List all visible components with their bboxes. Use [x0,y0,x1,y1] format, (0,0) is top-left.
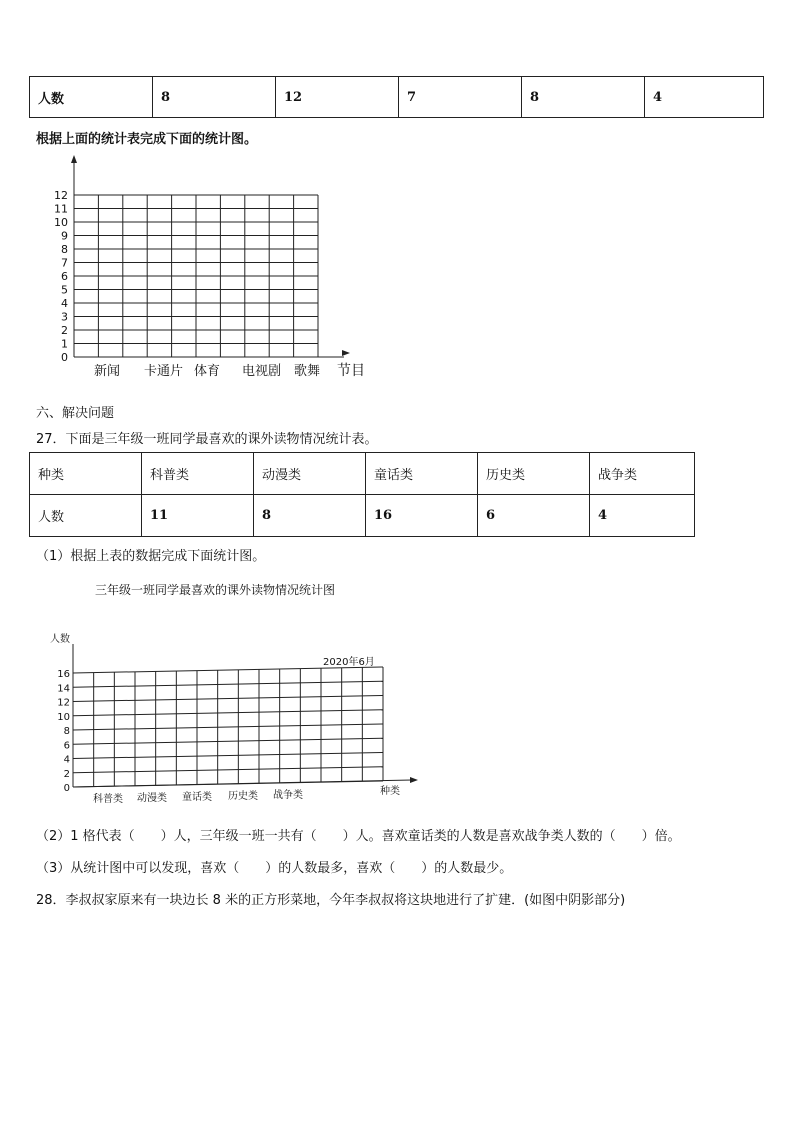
y-tick-label: 0 [63,783,70,794]
x-axis-arrow [342,350,350,356]
y-tick-label: 8 [63,726,70,737]
y-tick-label: 4 [63,754,70,766]
y-tick-label: 2 [63,768,70,780]
y-tick-label: 3 [61,310,68,324]
category-label: 科普类 [93,794,123,805]
q27-sub2: （2）1 格代表（ ）人，三年级一班一共有（ ）人。喜欢童话类的人数是喜欢战争类人数的（ ）倍。 [36,829,681,844]
x-axis [73,780,412,787]
y-tick-label: 12 [54,189,68,202]
chart-date: 2020年6月 [323,657,375,668]
table-cell: 8 [522,77,645,118]
grid-line [73,667,383,673]
category-label: 卡通片 [144,364,184,379]
y-tick-label: 6 [63,740,70,752]
q27-sub1: （1）根据上表的数据完成下面统计图。 [36,549,266,564]
y-tick-label: 10 [54,216,68,229]
x-axis-arrow [410,777,418,783]
table-cell: 16 [366,495,478,537]
category-label: 战争类 [273,790,303,801]
header-cell: 童话类 [366,453,478,495]
header-cell: 科普类 [142,453,254,495]
header-cell: 动漫类 [254,453,366,495]
table-cell: 7 [399,77,522,118]
table-cell: 8 [153,77,276,118]
q27-sub3: （3）从统计图中可以发现，喜欢（ ）的人数最多，喜欢（ ）的人数最少。 [36,861,513,876]
y-axis-arrow [71,155,77,163]
y-tick-label: 16 [57,669,70,680]
table-row [30,77,764,118]
category-label: 歌舞 [294,364,321,379]
header-cell: 历史类 [478,453,590,495]
y-tick-label: 4 [61,297,68,310]
x-axis-label: 种类 [380,786,400,797]
instruction-1: 根据上面的统计表完成下面的统计图。 [36,132,258,147]
grid-line [73,738,383,744]
q28-prompt: 28．李叔叔家原来有一块边长 8 米的正方形菜地，今年李叔叔将这块地进行了扩建．(如图中阴影部分) [36,893,626,908]
top-table [29,76,764,118]
q27-prompt: 27．下面是三年级一班同学最喜欢的课外读物情况统计表。 [36,432,378,447]
category-label: 动漫类 [137,793,167,804]
category-label: 体育 [194,364,221,379]
section-heading: 六、解决问题 [36,406,115,421]
y-tick-label: 0 [61,351,68,364]
grid-line [73,767,383,773]
y-tick-label: 11 [54,202,68,216]
y-tick-label: 9 [61,229,68,243]
header-cell: 战争类 [590,453,695,495]
grid-line [73,753,383,759]
y-tick-label: 10 [57,711,70,723]
y-tick-label: 5 [61,283,68,297]
chart1-grid [40,155,380,385]
x-axis-label: 节目 [337,363,365,379]
table-cell: 4 [590,495,695,537]
y-tick-label: 14 [57,683,70,695]
y-tick-label: 12 [57,697,70,709]
category-label: 历史类 [228,791,258,802]
row-label: 人数 [30,77,153,118]
table-row [30,453,695,495]
grid-line [73,724,383,730]
q27-table [29,452,695,537]
table-cell: 11 [142,495,254,537]
grid-line [73,696,383,702]
grid-line [73,710,383,716]
table-cell: 6 [478,495,590,537]
table-cell: 12 [276,77,399,118]
y-tick-label: 8 [61,243,68,256]
category-label: 童话类 [182,792,212,803]
y-tick-label: 6 [61,270,68,283]
y-tick-label: 1 [61,337,68,351]
y-tick-label: 2 [61,324,68,337]
y-axis-label: 人数 [50,634,70,645]
table-cell: 8 [254,495,366,537]
row-label: 人数 [30,495,142,537]
category-label: 新闻 [94,364,121,379]
chart2-grid [40,630,440,810]
grid-line [73,681,383,687]
category-label: 电视剧 [242,364,282,379]
y-tick-label: 7 [61,256,68,270]
table-row [30,495,695,537]
header-cell: 种类 [30,453,142,495]
table-cell: 4 [645,77,764,118]
chart2-title: 三年级一班同学最喜欢的课外读物情况统计图 [95,583,336,597]
